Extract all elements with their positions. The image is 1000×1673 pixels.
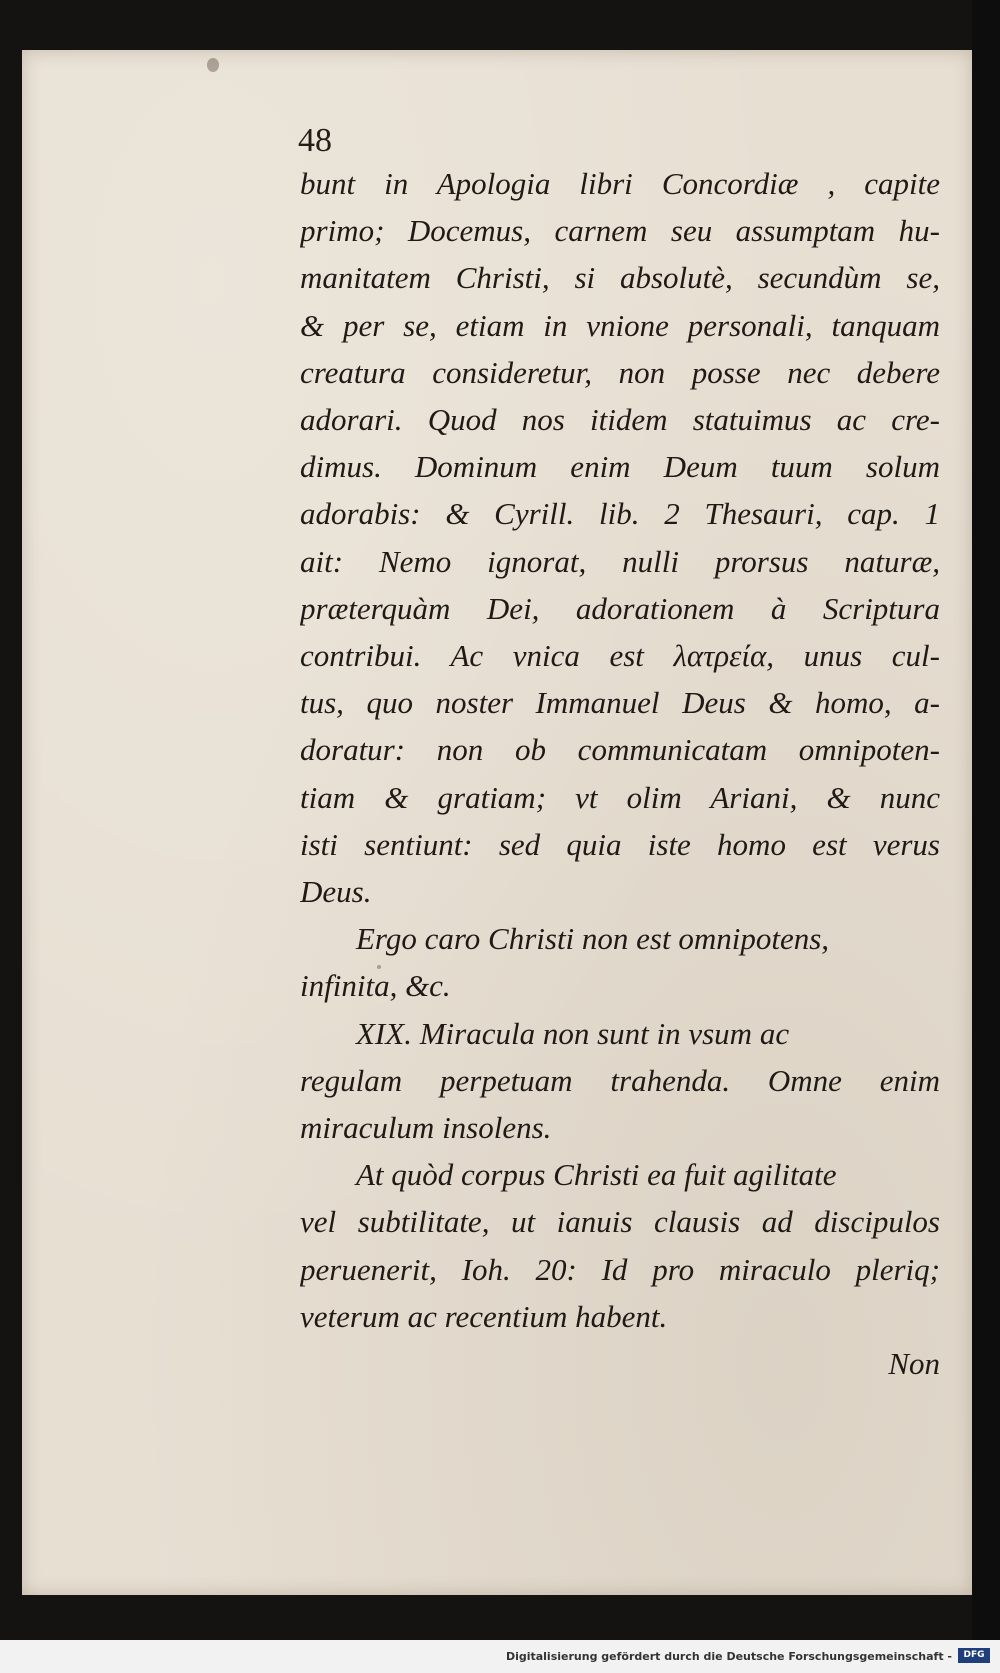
page-number: 48 — [298, 122, 332, 159]
text-line: bunt in Apologia libri Concordiæ , capite — [300, 166, 940, 201]
paper-stain — [207, 58, 219, 72]
text-line: infinita, &c. — [300, 968, 451, 1004]
text-line: veterum ac recentium habent. — [300, 1298, 668, 1334]
text-line: isti sentiunt: sed quia iste homo est verus — [300, 826, 940, 862]
text-line: tus, quo noster Immanuel Deus & homo, a- — [300, 685, 940, 721]
text-line: tiam & gratiam; vt olim Ariani, & nunc — [300, 779, 940, 815]
text-line: regulam perpetuam trahenda. Omne enim — [300, 1062, 940, 1098]
text-line: vel subtilitate, ut ianuis clausis ad discipulos — [300, 1204, 940, 1240]
text-line: adorari. Quod nos itidem statuimus ac cre- — [300, 402, 940, 438]
page-text — [300, 160, 940, 1387]
text-line: doratur: non ob communicatam omnipoten- — [300, 732, 940, 768]
footer-bar — [0, 1640, 1000, 1673]
text-line: contribui. Ac vnica est λατρεία, unus cul- — [300, 638, 940, 674]
text-line: præterquàm Dei, adorationem à Scriptura — [300, 590, 940, 626]
text-line: miraculum insolens. — [300, 1110, 552, 1146]
text-line: & per se, etiam in vnione personali, tanquam — [300, 307, 940, 343]
dfg-logo: DFG — [958, 1648, 990, 1663]
text-line: ait: Nemo ignorat, nulli prorsus naturæ, — [300, 543, 940, 579]
section-heading-line: XIX. Miracula non sunt in vsum ac — [356, 1015, 790, 1051]
footer-credit: Digitalisierung gefördert durch die Deutsche Forschungsgemeinschaft - — [505, 1650, 952, 1663]
text-line: Ergo caro Christi non est omnipotens, — [356, 921, 830, 957]
catchword: Non — [888, 1346, 940, 1382]
text-line: creatura consideretur, non posse nec debere — [300, 354, 940, 390]
text-line: At quòd corpus Christi ea fuit agilitate — [356, 1157, 837, 1193]
text-line: manitatem Christi, si absolutè, secundùm se, — [300, 260, 940, 296]
text-line: adorabis: & Cyrill. lib. 2 Thesauri, cap. 1 — [300, 496, 940, 532]
text-line: primo; Docemus, carnem seu assumptam hu- — [300, 213, 940, 249]
text-line: dimus. Dominum enim Deum tuum solum — [300, 449, 940, 485]
scan-edge — [972, 0, 1000, 1640]
text-line: Deus. — [300, 874, 372, 910]
text-line: peruenerit, Ioh. 20: Id pro miraculo pleriq; — [300, 1251, 940, 1287]
